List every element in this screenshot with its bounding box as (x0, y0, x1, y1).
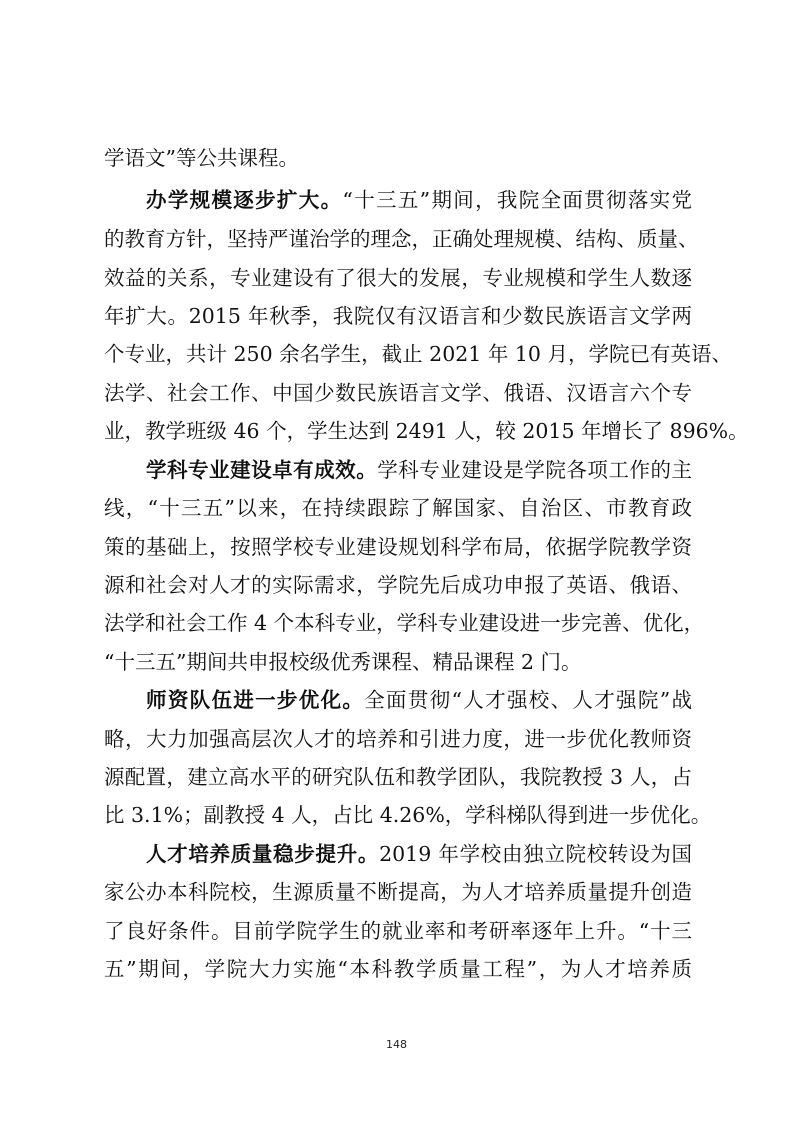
heading-discipline-construction: 学科专业建设卓有成效。 (146, 458, 378, 482)
paragraph-training-line-4: 五”期间，学院大力实施“本科教学质量工程”，为人才培养质 (104, 957, 692, 981)
paragraph-training-line-1 (146, 839, 692, 869)
paragraph-faculty-line-3: 源配置，建立高水平的研究队伍和教学团队，我院教授 3 人，占 (104, 765, 692, 789)
paragraph-discipline-line-4: 源和社会对人才的实际需求，学院先后成功申报了英语、俄语、 (104, 573, 692, 597)
paragraph-text: “十三五”期间，我院全面贯彻落实党 (342, 188, 693, 212)
paragraph-scale-line-2: 的教育方针，坚持严谨治学的理念，正确处理规模、结构、质量、 (104, 227, 699, 251)
paragraph-faculty-line-2: 略，大力加强高层次人才的培养和引进力度，进一步优化教师资 (104, 727, 692, 751)
paragraph-faculty-line-4: 比 3.1%；副教授 4 人，占比 4.26%，学科梯队得到进一步优化。 (104, 803, 712, 827)
paragraph-training-line-3: 了良好条件。目前学院学生的就业率和考研率逐年上升。“十三 (104, 919, 692, 943)
heading-faculty-optimization: 师资队伍进一步优化。 (146, 688, 365, 712)
paragraph-scale-line-3: 效益的关系，专业建设有了很大的发展，专业规模和学生人数逐 (104, 266, 692, 290)
heading-training-quality: 人才培养质量稳步提升。 (146, 842, 380, 866)
paragraph-discipline-line-2: 线，“十三五”以来，在持续跟踪了解国家、自治区、市教育政 (104, 496, 692, 520)
paragraph-training-line-2: 家公办本科院校，生源质量不断提高，为人才培养质量提升创造 (104, 880, 692, 904)
paragraph-scale-line-5: 个专业，共计 250 余名学生，截止 2021 年 10 月，学院已有英语、 (104, 342, 732, 366)
heading-scale-expansion: 办学规模逐步扩大。 (146, 188, 343, 212)
paragraph-discipline-line-1 (146, 455, 692, 485)
paragraph-scale-line-1 (146, 185, 692, 215)
paragraph-scale-line-6: 法学、社会工作、中国少数民族语言文学、俄语、汉语言六个专 (104, 381, 692, 405)
paragraph-discipline-line-5: 法学和社会工作 4 个本科专业，学科专业建设进一步完善、优化， (104, 611, 705, 635)
paragraph-faculty-line-1 (146, 685, 692, 715)
paragraph-scale-line-4: 年扩大。2015 年秋季，我院仅有汉语言和少数民族语言文学两 (104, 304, 692, 328)
paragraph-text: 全面贯彻“人才强校、人才强院”战 (364, 688, 692, 712)
paragraph-discipline-line-3: 策的基础上，按照学校专业建设规划科学布局，依据学院教学资 (104, 535, 692, 559)
paragraph-scale-line-7: 业，教学班级 46 个，学生达到 2491 人，较 2015 年增长了 896%。 (104, 419, 749, 443)
paragraph-continuation-line: 学语文”等公共课程。 (104, 146, 299, 170)
paragraph-text: 学科专业建设是学院各项工作的主 (377, 458, 693, 482)
page-number: 148 (386, 1038, 407, 1051)
paragraph-text: 2019 年学校由独立院校转设为国 (379, 842, 692, 866)
paragraph-discipline-line-6: “十三五”期间共申报校级优秀课程、精品课程 2 门。 (104, 650, 582, 674)
